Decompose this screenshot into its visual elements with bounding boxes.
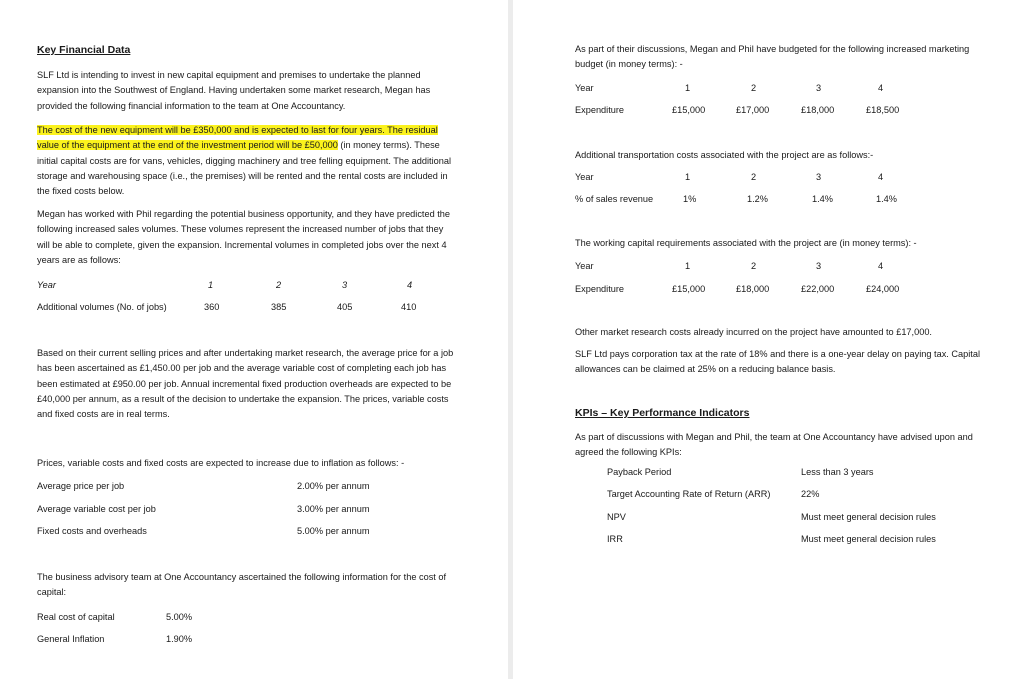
document-page-left — [0, 0, 508, 679]
volume-year-2: 2 — [276, 280, 282, 290]
marketing-year-4: 4 — [878, 83, 884, 93]
transport-year-4: 4 — [878, 172, 884, 182]
volume-year-4: 4 — [407, 280, 413, 290]
other-costs-text: Other market research costs already incurred on the project have amounted to £17,000. — [575, 327, 932, 337]
wc-value-2: £18,000 — [736, 284, 770, 294]
equipment-rest: (in money terms). These initial capital costs are for vans, vehicles, digging machinery and tree felling equipment. The additional storage and warehousing space (i.e., the premises) will be rented and the rental costs are included in the fixed costs below. — [37, 140, 452, 197]
volume-value-2: 385 — [271, 302, 287, 312]
capital-label-inflation: General Inflation — [37, 634, 105, 644]
kpi-target-payback: Less than 3 years — [801, 467, 874, 477]
capital-label-real: Real cost of capital — [37, 612, 115, 622]
wc-value-1: £15,000 — [672, 284, 706, 294]
transport-intro: Additional transportation costs associated with the project are as follows:- — [575, 150, 874, 160]
transport-value-3: 1.4% — [812, 194, 833, 204]
volume-year-1: 1 — [208, 280, 214, 290]
volume-row-label: Additional volumes (No. of jobs) — [37, 302, 167, 312]
transport-value-1: 1% — [683, 194, 697, 204]
wc-year-2: 2 — [751, 261, 757, 271]
marketing-year-1: 1 — [685, 83, 691, 93]
wc-row-label: Expenditure — [575, 284, 625, 294]
transport-value-4: 1.4% — [876, 194, 897, 204]
wc-year-label: Year — [575, 261, 594, 271]
transport-row-label: % of sales revenue — [575, 194, 654, 204]
volume-year-label: Year — [37, 280, 56, 290]
marketing-year-label: Year — [575, 83, 594, 93]
wc-year-4: 4 — [878, 261, 884, 271]
kpi-target-arr: 22% — [801, 489, 820, 499]
wc-value-3: £22,000 — [801, 284, 835, 294]
marketing-value-2: £17,000 — [736, 105, 770, 115]
volume-value-3: 405 — [337, 302, 353, 312]
prices-paragraph: Based on their current selling prices and after undertaking market research, the average price for a job has been ascertained as £1,450.00 per job and the average variable cost of completing each job has been estimated at £950.00 per job. Annual incremental fixed production overheads are expected to be £40,000 per annum, as a result of the decision to undertake the expansion. The prices, variable costs and fixed costs are in real terms. — [37, 348, 454, 420]
capital-value-inflation: 1.90% — [166, 634, 193, 644]
inflation-label-fixed: Fixed costs and overheads — [37, 526, 147, 536]
marketing-value-3: £18,000 — [801, 105, 835, 115]
inflation-label-price: Average price per job — [37, 481, 125, 491]
transport-year-label: Year — [575, 172, 594, 182]
wc-year-1: 1 — [685, 261, 691, 271]
capital-intro: The business advisory team at One Accountancy ascertained the following information for the cost of capital: — [37, 572, 447, 598]
volume-year-3: 3 — [342, 280, 348, 290]
marketing-value-4: £18,500 — [866, 105, 900, 115]
marketing-year-2: 2 — [751, 83, 757, 93]
marketing-year-3: 3 — [816, 83, 822, 93]
kpi-name-npv: NPV — [607, 512, 626, 522]
marketing-intro: As part of their discussions, Megan and Phil have budgeted for the following increased marketing budget (in money terms): - — [575, 44, 970, 70]
inflation-value-variable: 3.00% per annum — [297, 504, 370, 514]
volumes-paragraph: Megan has worked with Phil regarding the potential business opportunity, and they have predicted the following increased sales volumes. These volumes represent the increased number of jobs that they will be able to complete, given the expansion. Incremental volumes in completed jobs over the next 4 years are as follows: — [37, 209, 451, 265]
volume-value-1: 360 — [204, 302, 220, 312]
working-capital-intro: The working capital requirements associated with the project are (in money terms): - — [575, 238, 917, 248]
kpi-heading: KPIs – Key Performance Indicators — [575, 407, 750, 419]
inflation-value-fixed: 5.00% per annum — [297, 526, 370, 536]
transport-year-3: 3 — [816, 172, 822, 182]
transport-value-2: 1.2% — [747, 194, 768, 204]
kpi-name-irr: IRR — [607, 534, 623, 544]
wc-value-4: £24,000 — [866, 284, 900, 294]
document-page-right — [513, 0, 1024, 679]
intro-paragraph: SLF Ltd is intending to invest in new capital equipment and premises to undertake the planned expansion into the Southwest of England. Having undertaken some market research, Megan has provided the following financial information to the team at One Accountancy. — [37, 70, 431, 111]
tax-paragraph: SLF Ltd pays corporation tax at the rate of 18% and there is a one-year delay on paying tax. Capital allowances can be claimed at 25% on a reducing balance basis. — [575, 349, 981, 375]
kpi-target-npv: Must meet general decision rules — [801, 512, 936, 522]
wc-year-3: 3 — [816, 261, 822, 271]
inflation-intro: Prices, variable costs and fixed costs are expected to increase due to inflation as follows: - — [37, 458, 405, 468]
kpi-name-arr: Target Accounting Rate of Return (ARR) — [607, 489, 771, 499]
kpi-name-payback: Payback Period — [607, 467, 672, 477]
equipment-paragraph — [37, 123, 457, 199]
transport-year-1: 1 — [685, 172, 691, 182]
kpi-intro: As part of discussions with Megan and Phil, the team at One Accountancy have advised upon and agreed the following KPIs: — [575, 432, 973, 458]
inflation-value-price: 2.00% per annum — [297, 481, 370, 491]
volume-value-4: 410 — [401, 302, 417, 312]
key-financial-data-heading: Key Financial Data — [37, 44, 131, 56]
kpi-target-irr: Must meet general decision rules — [801, 534, 936, 544]
equipment-highlight: The cost of the new equipment will be £350,000 and is expected to last for four years. The residual value of the equipment at the end of the investment period will be £50,000 — [37, 125, 438, 151]
marketing-row-label: Expenditure — [575, 105, 625, 115]
inflation-label-variable: Average variable cost per job — [37, 504, 156, 514]
capital-value-real: 5.00% — [166, 612, 193, 622]
marketing-value-1: £15,000 — [672, 105, 706, 115]
transport-year-2: 2 — [751, 172, 757, 182]
